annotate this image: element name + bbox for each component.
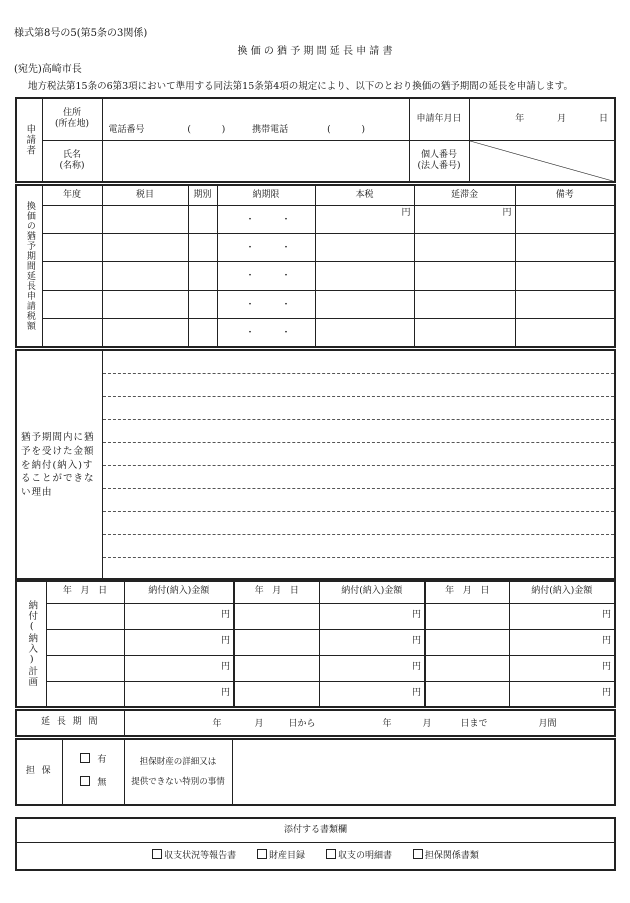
yen-unit: 円 xyxy=(220,636,230,647)
plan-amount-cell[interactable] xyxy=(124,655,234,681)
security-yes-label: 有 xyxy=(97,754,107,765)
attach-label: 収支の明細書 xyxy=(337,851,392,862)
year-cell[interactable] xyxy=(42,234,102,262)
tax-section-label: 換価の猶予期間延長申請税額 xyxy=(16,185,42,347)
attach-label: 担保関係書類 xyxy=(424,851,479,862)
year-cell[interactable] xyxy=(42,205,102,233)
applicant-table xyxy=(15,97,616,183)
plan-amount-header: 納付(納入)金額 xyxy=(319,579,425,603)
plan-hdr-day: 日 xyxy=(480,585,490,596)
ext-year2: 年 xyxy=(382,719,392,729)
plan-date-cell[interactable] xyxy=(234,681,319,707)
plan-hdr-day: 日 xyxy=(98,585,108,596)
header-remarks: 備考 xyxy=(515,185,615,205)
security-no-option[interactable] xyxy=(63,772,124,795)
principal-cell[interactable] xyxy=(315,262,414,290)
address-label: 住所 (所在地) xyxy=(42,98,102,140)
plan-row xyxy=(16,629,615,655)
principal-cell[interactable] xyxy=(315,234,414,262)
year-cell[interactable] xyxy=(42,262,102,290)
plan-amount-cell[interactable] xyxy=(319,629,425,655)
ext-year: 年 xyxy=(212,719,222,729)
yen-unit: 円 xyxy=(502,207,512,218)
yen-unit: 円 xyxy=(220,662,230,673)
header-tax-item: 税目 xyxy=(102,185,188,205)
yen-unit: 円 xyxy=(220,688,230,699)
remarks-cell[interactable] xyxy=(515,290,615,318)
security-label: 担 保 xyxy=(16,739,62,805)
address-field[interactable] xyxy=(102,98,409,140)
phone-paren-open: ( xyxy=(187,125,191,136)
plan-amount-cell[interactable] xyxy=(509,603,615,629)
tax-item-cell[interactable] xyxy=(102,234,188,262)
application-date-field[interactable] xyxy=(469,98,615,140)
due-dot-2: ・ xyxy=(281,299,291,310)
name-field[interactable] xyxy=(102,140,409,182)
checkbox-icon xyxy=(80,753,90,763)
plan-amount-cell[interactable] xyxy=(319,603,425,629)
checkbox-icon xyxy=(413,849,423,859)
header-late-fee: 延滞金 xyxy=(414,185,515,205)
plan-date-cell[interactable] xyxy=(46,629,124,655)
tax-item-cell[interactable] xyxy=(102,205,188,233)
tax-row xyxy=(16,262,615,290)
ext-months: 月間 xyxy=(538,719,557,729)
remarks-cell[interactable] xyxy=(515,262,615,290)
plan-amount-cell[interactable] xyxy=(509,681,615,707)
date-label: 申請年月日 xyxy=(409,98,469,140)
header-due-date: 納期限 xyxy=(217,185,315,205)
plan-date-cell[interactable] xyxy=(234,655,319,681)
attach-label: 財産目録 xyxy=(269,851,306,862)
extension-label: 延 長 期 間 xyxy=(16,710,124,736)
date-day: 日 xyxy=(598,113,608,124)
attachments-options xyxy=(16,842,615,870)
plan-date-cell[interactable] xyxy=(234,629,319,655)
tax-row xyxy=(16,319,615,347)
plan-amount-header: 納付(納入)金額 xyxy=(509,579,615,603)
tax-row xyxy=(16,234,615,262)
due-dot-1: ・ xyxy=(245,299,255,310)
tax-item-cell[interactable] xyxy=(102,290,188,318)
remarks-cell[interactable] xyxy=(515,205,615,233)
plan-date-cell[interactable] xyxy=(425,603,509,629)
intro-text: 地方税法第15条の6第3項において準用する同法第15条第4項の規定により、以下のとおり換価の猶予期間の延長を申請します。 xyxy=(28,81,574,92)
plan-section-label: 納付(納入)計画 xyxy=(16,579,46,707)
principal-cell[interactable] xyxy=(315,205,414,233)
payment-plan-table xyxy=(15,578,616,708)
security-no-label: 無 xyxy=(97,778,107,788)
yen-unit: 円 xyxy=(601,636,611,647)
checkbox-icon xyxy=(257,849,267,859)
period-cell[interactable] xyxy=(188,234,217,262)
plan-hdr-month: 月 xyxy=(80,585,90,596)
late-fee-cell[interactable] xyxy=(414,205,515,233)
tax-amount-table xyxy=(15,184,616,348)
plan-date-cell[interactable] xyxy=(46,681,124,707)
security-detail-label: 担保財産の詳細又は 提供できない特別の事情 xyxy=(124,739,232,805)
due-date-cell[interactable] xyxy=(217,234,315,262)
remarks-cell[interactable] xyxy=(515,234,615,262)
plan-date-cell[interactable] xyxy=(46,655,124,681)
header-period: 期別 xyxy=(188,185,217,205)
security-options xyxy=(62,739,124,805)
late-fee-cell[interactable] xyxy=(414,234,515,262)
period-cell[interactable] xyxy=(188,290,217,318)
reason-label: 猶予期間内に猶予を受けた金額を納付(納入)することができない理由 xyxy=(16,350,102,581)
checkbox-icon xyxy=(80,776,90,786)
id-number-field[interactable] xyxy=(469,140,615,182)
mobile-label: 携帯電話 xyxy=(252,125,289,136)
plan-hdr-month: 月 xyxy=(272,585,282,596)
checkbox-icon xyxy=(152,849,162,859)
due-dot-2: ・ xyxy=(281,328,291,339)
extension-period-field[interactable] xyxy=(124,710,615,736)
yen-unit: 円 xyxy=(601,662,611,673)
plan-amount-cell[interactable] xyxy=(319,655,425,681)
due-dot-1: ・ xyxy=(245,214,255,225)
plan-date-cell[interactable] xyxy=(46,603,124,629)
plan-hdr-day: 日 xyxy=(289,585,299,596)
header-year: 年度 xyxy=(42,185,102,205)
attach-label: 収支状況等報告書 xyxy=(164,851,237,862)
reason-table xyxy=(15,349,616,582)
mobile-paren-open: ( xyxy=(327,125,331,136)
ext-month: 月 xyxy=(254,719,264,729)
yen-unit: 円 xyxy=(401,207,411,218)
security-yes-option[interactable] xyxy=(63,749,124,772)
plan-date-cell[interactable] xyxy=(425,655,509,681)
late-fee-cell[interactable] xyxy=(414,319,515,347)
attachments-table xyxy=(15,817,616,871)
plan-date-header xyxy=(425,579,509,603)
plan-date-header xyxy=(46,579,124,603)
addressee: (宛先)高崎市長 xyxy=(14,64,82,75)
due-dot-2: ・ xyxy=(281,243,291,254)
late-fee-cell[interactable] xyxy=(414,290,515,318)
tax-item-cell[interactable] xyxy=(102,262,188,290)
phone-paren-close: ) xyxy=(221,125,226,136)
period-cell[interactable] xyxy=(188,319,217,347)
due-date-cell[interactable] xyxy=(217,319,315,347)
ext-month2: 月 xyxy=(422,719,432,729)
plan-date-header xyxy=(234,579,319,603)
plan-hdr-month: 月 xyxy=(462,585,472,596)
yen-unit: 円 xyxy=(411,610,421,621)
phone-label: 電話番号 xyxy=(108,125,145,136)
plan-amount-cell[interactable] xyxy=(509,655,615,681)
due-dot-1: ・ xyxy=(245,243,255,254)
attach-income-report[interactable] xyxy=(152,851,236,861)
due-date-cell[interactable] xyxy=(217,205,315,233)
remarks-cell[interactable] xyxy=(515,319,615,347)
tax-row xyxy=(16,205,615,233)
yen-unit: 円 xyxy=(411,636,421,647)
reason-field[interactable] xyxy=(102,350,615,581)
checkbox-icon xyxy=(326,849,336,859)
due-dot-2: ・ xyxy=(281,271,291,282)
period-cell[interactable] xyxy=(188,205,217,233)
date-year: 年 xyxy=(515,113,525,124)
mobile-paren-close: ) xyxy=(361,125,365,136)
plan-amount-cell[interactable] xyxy=(124,681,234,707)
plan-amount-cell[interactable] xyxy=(509,629,615,655)
plan-amount-cell[interactable] xyxy=(124,603,234,629)
plan-hdr-year: 年 xyxy=(62,585,72,596)
name-label: 氏名 (名称) xyxy=(42,140,102,182)
plan-row xyxy=(16,655,615,681)
plan-amount-cell[interactable] xyxy=(319,681,425,707)
plan-amount-header: 納付(納入)金額 xyxy=(124,579,234,603)
security-table xyxy=(15,738,616,806)
form-title: 換 価 の 猶 予 期 間 延 長 申 請 書 xyxy=(237,46,393,57)
extension-table xyxy=(15,709,616,737)
ext-to: 日まで xyxy=(460,719,488,729)
plan-date-cell[interactable] xyxy=(425,629,509,655)
tax-item-cell[interactable] xyxy=(102,319,188,347)
yen-unit: 円 xyxy=(601,688,611,699)
late-fee-cell[interactable] xyxy=(414,262,515,290)
attach-income-detail[interactable] xyxy=(326,851,392,861)
due-dot-1: ・ xyxy=(245,328,255,339)
attachments-title: 添付する書類欄 xyxy=(16,818,615,842)
due-dot-1: ・ xyxy=(245,271,255,282)
due-date-cell[interactable] xyxy=(217,262,315,290)
principal-cell[interactable] xyxy=(315,290,414,318)
plan-amount-cell[interactable] xyxy=(124,629,234,655)
due-date-cell[interactable] xyxy=(217,290,315,318)
security-detail-field[interactable] xyxy=(232,739,615,805)
yen-unit: 円 xyxy=(601,610,611,621)
principal-cell[interactable] xyxy=(315,319,414,347)
plan-row xyxy=(16,681,615,707)
due-dot-2: ・ xyxy=(281,214,291,225)
form-number: 様式第8号の5(第5条の3関係) xyxy=(14,28,148,39)
id-label: 個人番号 (法人番号) xyxy=(409,140,469,182)
diagonal-strike xyxy=(470,141,615,182)
plan-hdr-year: 年 xyxy=(254,585,264,596)
plan-hdr-year: 年 xyxy=(445,585,455,596)
plan-date-cell[interactable] xyxy=(425,681,509,707)
attach-security-docs[interactable] xyxy=(413,851,479,861)
header-principal-tax: 本税 xyxy=(315,185,414,205)
plan-row xyxy=(16,603,615,629)
year-cell[interactable] xyxy=(42,290,102,318)
tax-row xyxy=(16,290,615,318)
plan-date-cell[interactable] xyxy=(234,603,319,629)
applicant-label: 申請者 xyxy=(16,98,42,182)
yen-unit: 円 xyxy=(220,610,230,621)
yen-unit: 円 xyxy=(411,662,421,673)
attach-property-list[interactable] xyxy=(257,851,305,861)
date-month: 月 xyxy=(557,113,567,124)
period-cell[interactable] xyxy=(188,262,217,290)
year-cell[interactable] xyxy=(42,319,102,347)
ext-from: 日から xyxy=(288,719,316,729)
yen-unit: 円 xyxy=(411,688,421,699)
